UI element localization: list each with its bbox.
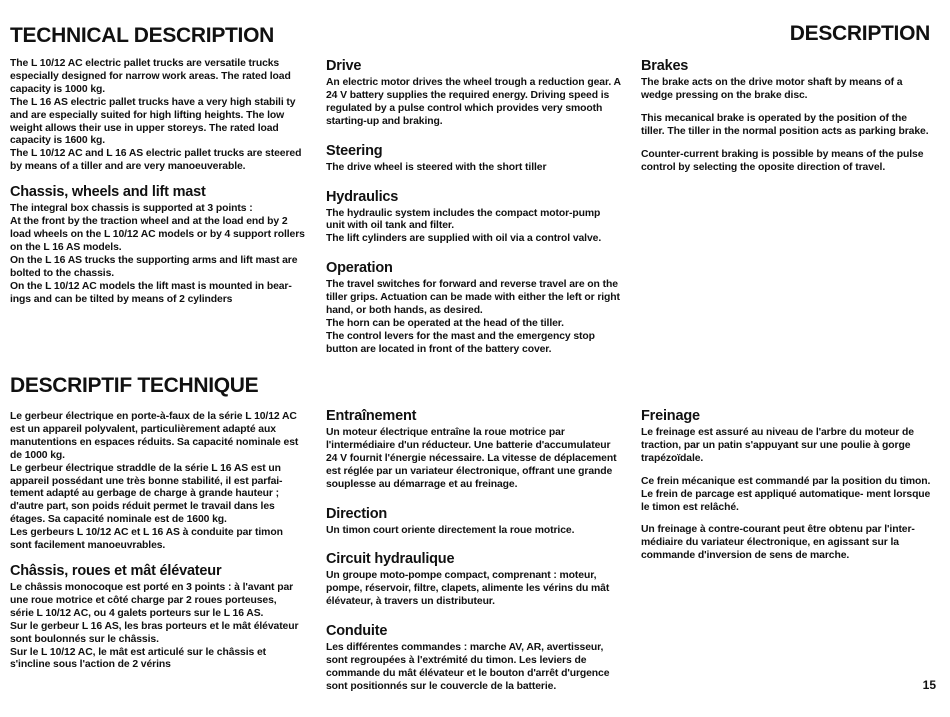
english-chassis-p4: On the L 10/12 AC models the lift mast is mounted in bear- ings and can be tilted by means of 2 cylinders: [10, 280, 292, 305]
french-chassis-p2: Sur le gerbeur L 16 AS, les bras porteurs et le mât élévateur sont boulonnés sur le châssis.: [10, 620, 299, 645]
english-operation-p2: The horn can be operated at the head of the tiller.: [326, 317, 564, 329]
english-intro-p2: The L 16 AS electric pallet trucks have a very high stabili ty and are especially suited for high lifting heights. The low weight allows their use in upper storeys. The rated load capacity is 1600 kg.: [10, 96, 296, 147]
english-chassis-p2: At the front by the traction wheel and at the load end by 2 load wheels on the L 10/12 AC models or by 4 support rollers on the L 16 AS models.: [10, 216, 305, 253]
english-steering-section: [326, 143, 621, 175]
french-conduite-section: [326, 623, 619, 694]
french-chassis-p3: Sur le L 10/12 AC, le mât est articulé sur le châssis et s'incline sous l'action de 2 vérins: [10, 646, 267, 671]
french-column-2: [326, 408, 619, 694]
french-freinage-p2: Ce frein mécanique est commandé par la position du timon. Le frein de parcage est appliqué automatique- ment lorsque le timon est relâché.: [641, 475, 931, 513]
french-chassis-section: [10, 563, 302, 672]
english-column-1: [10, 58, 306, 306]
french-intro-p3: Les gerbeurs L 10/12 AC et L 16 AS à conduite par timon sont facilement manoeuvrables.: [10, 527, 283, 552]
french-circuit-p1: Un groupe moto-pompe compact, comprenant : moteur, pompe, réservoir, filtre, clapets, alimente les vérins du mât élévateur, à travers un distributeur.: [326, 570, 610, 608]
english-steering-heading: Steering: [326, 142, 383, 159]
english-hydraulics-section: [326, 189, 621, 247]
english-column-3: [641, 58, 933, 174]
english-hydraulics-heading: Hydraulics: [326, 188, 399, 205]
english-brakes-p1: The brake acts on the drive motor shaft by means of a wedge pressing on the brake disc.: [641, 77, 903, 101]
french-entrainement-section: [326, 408, 619, 492]
english-drive-section: [326, 58, 621, 129]
english-operation-p3: The control levers for the mast and the emergency stop button are located in front of the battery cover.: [326, 330, 595, 355]
page-number: 15: [922, 678, 936, 692]
english-title-right: DESCRIPTION: [789, 22, 930, 45]
english-operation-heading: Operation: [326, 260, 393, 277]
french-freinage-p3: Un freinage à contre-courant peut être obtenu par l'inter- médiaire du variateur électronique, en agissant sur la commande d'inversion de sens de marche.: [641, 524, 915, 562]
french-column-3: [641, 408, 933, 563]
french-intro-p2: Le gerbeur électrique straddle de la série L 16 AS est un appareil possédant une très bonne stabilité, il est parfai- tement adapté au gerbage de charge à grande hauteur ; d'autre part, son poids réduit permet le travail dans les étages. Sa capacité nominale est de 1600 kg.: [10, 462, 283, 526]
english-intro-p3: The L 10/12 AC and L 16 AS electric pallet trucks are steered by means of a tiller and are very manoeuverable.: [10, 148, 302, 173]
english-brakes-p2: This mecanical brake is operated by the position of the tiller. The tiller in the normal position acts as parking brake.: [641, 112, 929, 137]
french-direction-section: [326, 506, 619, 538]
english-chassis-p1: The integral box chassis is supported at 3 points :: [10, 203, 253, 215]
french-column-1: [10, 411, 302, 672]
french-circuit-section: [326, 551, 619, 609]
french-freinage-heading: Freinage: [641, 408, 700, 424]
french-entrainement-p1: Un moteur électrique entraîne la roue motrice par l'intermédiaire d'un réducteur. Une batterie d'accumulateur 24 V fournit l'énergie nécessaire. La vitesse de déplacement est réglée par un variateur électronique, offrant une grande souplesse au démarrage et au freinage.: [326, 427, 617, 490]
french-direction-heading: Direction: [326, 505, 388, 522]
french-entrainement-heading: Entraînement: [326, 408, 417, 424]
french-conduite-p1: Les différentes commandes : marche AV, AR, avertisseur, sont regroupées à l'extrémité du timon. Les leviers de commande du mât élévateur et le bouton d'arrêt d'urgence sont positionnés sur le couvercle de la batterie.: [326, 642, 610, 692]
english-brakes-heading: Brakes: [641, 58, 689, 74]
french-conduite-heading: Conduite: [326, 623, 388, 640]
english-drive-p1: An electric motor drives the wheel trough a reduction gear. A 24 V battery supplies the required energy. Driving speed is regulated by a pulse control which provides very smooth starting-up and braking.: [326, 77, 621, 127]
french-chassis-p1: Le châssis monocoque est porté en 3 points : à l'avant par une roue motrice et côté charge par 2 roues porteuses, série L 10/12 AC, ou 4 galets porteurs sur le L 16 AS.: [10, 581, 294, 619]
english-drive-heading: Drive: [326, 58, 362, 74]
english-intro-p1: The L 10/12 AC electric pallet trucks are versatile trucks especially designed for narrow work areas. The rated load capacity is 1000 kg.: [10, 58, 291, 95]
french-circuit-heading: Circuit hydraulique: [326, 551, 455, 568]
english-hydraulics-p2: The lift cylinders are supplied with oil via a control valve.: [326, 233, 602, 245]
french-title: DESCRIPTIF TECHNIQUE: [10, 374, 259, 397]
english-title: TECHNICAL DESCRIPTION: [10, 24, 274, 47]
french-freinage-p1: Le freinage est assuré au niveau de l'arbre du moteur de traction, par un patin s'appuyant sur une poulie à gorge trapézoïdale.: [641, 427, 914, 464]
english-chassis-section: [10, 184, 306, 306]
english-column-2: [326, 58, 621, 357]
english-hydraulics-p1: The hydraulic system includes the compact motor-pump unit with oil tank and filter.: [326, 207, 601, 232]
english-brakes-p3: Counter-current braking is possible by means of the pulse control by selecting the oposite direction of travel.: [641, 148, 924, 173]
english-operation-section: [326, 260, 621, 356]
french-intro-p1: Le gerbeur électrique en porte-à-faux de la série L 10/12 AC est un appareil polyvalent, particulièrement adapté aux manutentions en espaces réduits. Sa capacité nominale est de 1000 kg.: [10, 411, 299, 461]
french-direction-p1: Un timon court oriente directement la roue motrice.: [326, 524, 575, 536]
english-operation-p1: The travel switches for forward and reverse travel are on the tiller grips. Actuation can be made with either the left or right hand, or both hands, as desired.: [326, 279, 620, 317]
english-steering-p1: The drive wheel is steered with the short tiller: [326, 161, 547, 173]
english-chassis-heading: Chassis, wheels and lift mast: [10, 184, 206, 201]
english-chassis-p3: On the L 16 AS trucks the supporting arms and lift mast are bolted to the chassis.: [10, 254, 298, 279]
french-chassis-heading: Châssis, roues et mât élévateur: [10, 562, 222, 579]
